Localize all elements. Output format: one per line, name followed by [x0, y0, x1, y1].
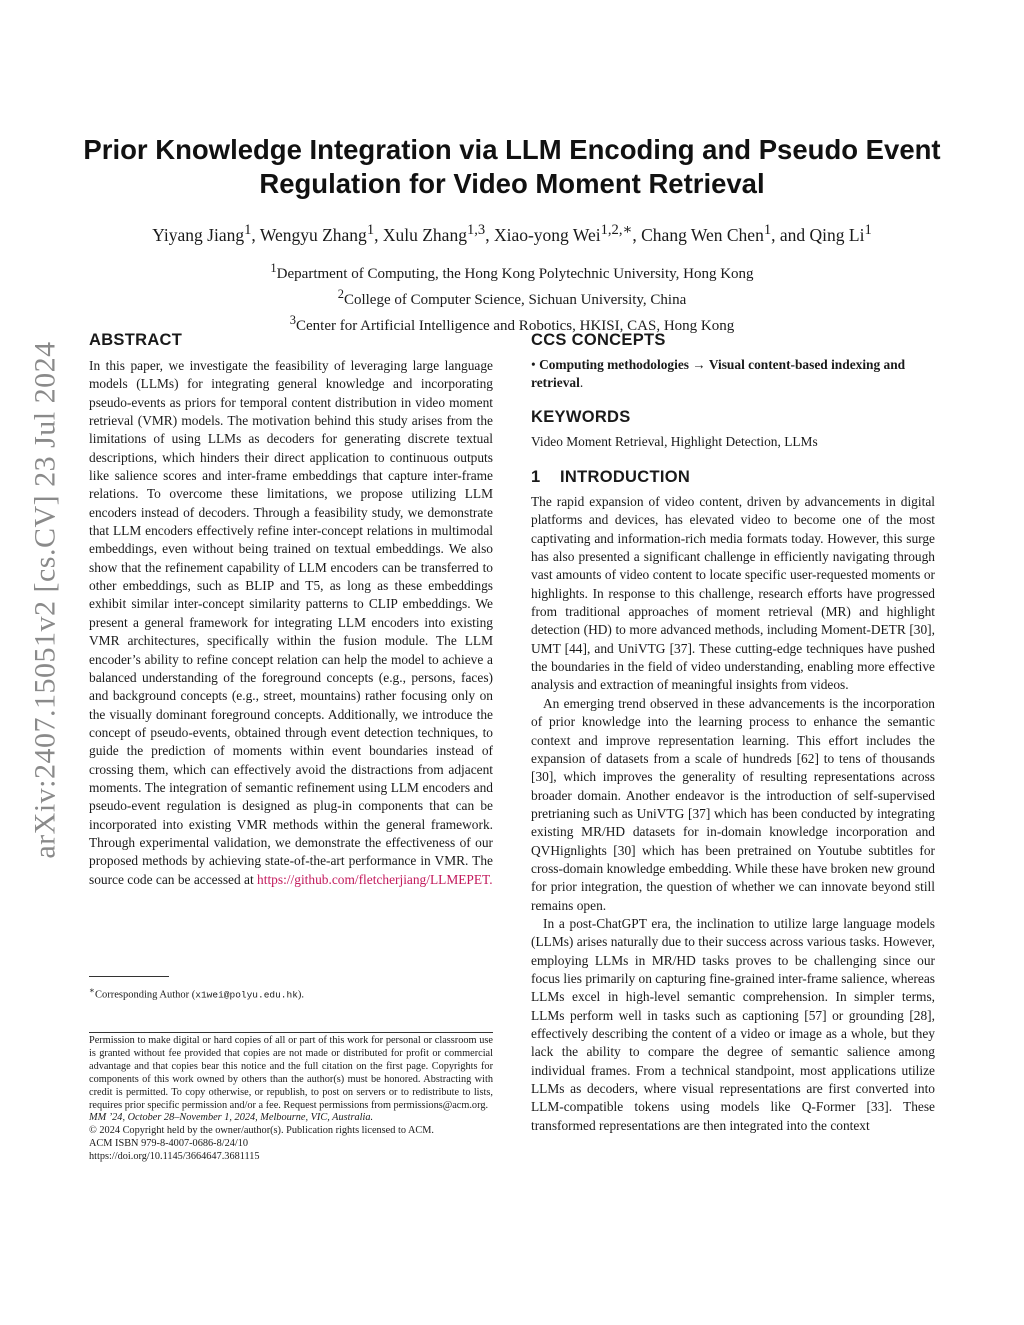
arxiv-identifier	[22, 250, 70, 950]
footnote-divider	[89, 976, 169, 977]
copyright-line: © 2024 Copyright held by the owner/author(s). Publication rights licensed to ACM.	[89, 1125, 435, 1137]
arxiv-identifier-text: arXiv:2407.15051v2 [cs.CV] 23 Jul 2024	[29, 341, 63, 859]
abstract-heading: ABSTRACT	[89, 331, 183, 349]
author: Xiao-yong Wei$^{1,2,∗}$	[493, 222, 633, 245]
permission-divider	[89, 1032, 493, 1033]
intro-paragraph: The rapid expansion of video content, driven by advancements in digital platforms and devices, has elevated video to become one of the most captivating and information-rich media formats today. However, this surge has also presented a significant challenge in efficiently navigating through vast amounts of video content to locate specific user-requested moments or highlights. In response to this challenge, research efforts have progressed from traditional approaches of moment retrieval (MR) and highlight detection (HD) to more advanced methods, including Moment-DETR [30], UMT [44], and UniVTG [37]. These cutting-edge techniques have pushed the boundaries in the field of video understanding, enabling more effective analysis and extraction of meaningful insights from videos.	[531, 494, 935, 693]
affiliation: $^3$Center for Artificial Intelligence and Robotics, HKISI, CAS, Hong Kong	[289, 313, 735, 334]
author: Qing Li$^1$	[809, 222, 872, 245]
corresponding-email[interactable]: x1wei@polyu.edu.hk	[195, 989, 298, 1001]
ccs-concepts: • Computing methodologies → Visual content-based indexing and retrieval.	[531, 357, 906, 391]
conference-info: MM ’24, October 28–November 1, 2024, Melbourne, VIC, Australia.	[89, 1112, 374, 1124]
permission-text: Permission to make digital or hard copies of all or part of this work for personal or classroom use is granted without fee provided that copies are not made or distributed for profit or commercial advantage and that copies bear this notice and the full citation on the first page. Copyrights for components of this work owned by others than the author(s) must be honored. Abstracting with credit is permitted. To copy otherwise, or republish, to post on servers or to redistribute to lists, requires prior specific permission and/or a fee. Request permissions from permissions@acm.org.	[89, 1035, 493, 1111]
doi-link[interactable]: https://doi.org/10.1145/3664647.3681115	[89, 1151, 260, 1163]
author: Chang Wen Chen$^1$	[641, 222, 772, 245]
ccs-heading: CCS CONCEPTS	[531, 331, 666, 349]
keywords-heading: KEYWORDS	[531, 407, 631, 426]
abstract-text: In this paper, we investigate the feasibility of leveraging large language models (LLMs) for integrating general knowledge and incorporating pseudo-events as priors for temporal content distribution in video moment retrieval (VMR) models. The motivation behind this study arises from the limitations of using LLMs as decoders for generating discrete textual descriptions, which hinders their direct application to continuous outputs like salience scores and inter-frame embeddings that capture inter-frame relations. To overcome these limitations, we propose utilizing LLM encoders instead of decoders. Through a feasibility study, we demonstrate that LLM encoders effectively refine inter-concept relations in multimodal embeddings, even without being trained on textual embeddings. We also show that the refinement capability of LLM encoders can be transferred to other embeddings, such as BLIP and T5, as long as these embeddings exhibit similar inter-concept similarity patterns to CLIP embeddings. We present a general framework for integrating LLM encoders into existing VMR architectures, specifically within the fusion module. The LLM encoder’s ability to refine concept relation can help the model to achieve a balanced understanding of the foreground concepts (e.g., persons, faces) and background concepts (e.g., street, mountains) rather focusing only on the visually dominant foreground concepts. Additionally, we introduce the concept of pseudo-events, obtained through event detection techniques, to guide the prediction of moments within event boundaries instead of crossing them, which can effectively avoid the distractions from adjacent moments. The integration of semantic refinement using LLM encoders and pseudo-event regulation is designed as plug-in components that can be incorporated into existing VMR methods within the general framework. Through experimental validation, we demonstrate the effectiveness of our proposed methods by achieving state-of-the-art performance in VMR. The source code can be accessed at https://github.com/fletcherjiang/LLMEPET.	[89, 358, 493, 887]
corresponding-author-footnote: ∗Corresponding Author (x1wei@polyu.edu.hk).	[89, 985, 305, 1001]
ccs-concept: Computing methodologies → Visual content-based indexing and retrieval	[531, 357, 906, 391]
right-column	[531, 330, 935, 1135]
source-code-link[interactable]: https://github.com/fletcherjiang/LLMEPET.	[257, 871, 493, 887]
author: Xulu Zhang$^{1,3}$	[382, 222, 486, 245]
intro-paragraph: An emerging trend observed in these advancements is the incorporation of prior knowledge into the learning process to enhance the semantic context and improve representation learning. This effort includes the expansion of datasets from a scale of hundreds [62] to tens of thousands [30], which improves the generality of resulting representations across broader domain. Another endeavor is the introduction of self-supervised pretrianing such as UniVTG [37] which has been conducted by integrating existing MR/HD datasets for in-domain knowledge incorporation and QVHignlights [30] which has been pretrained on Youtube subtitles for cross-domain knowledge embedding. While these have broken new ground for prior integration, the question of whether we can innovate beyond still remains open.	[531, 695, 935, 913]
left-column	[89, 330, 493, 889]
author: Wengyu Zhang$^1$	[259, 222, 375, 245]
paper-title: Prior Knowledge Integration via LLM Encoding and Pseudo Event Regulation for Video Moment Retrieval	[83, 134, 941, 199]
intro-paragraph: In a post-ChatGPT era, the inclination to utilize large language models (LLMs) arises naturally due to their success across various tasks. However, employing LLMs in MR/HD tasks proves to be challenging since our focus lies primarily on capturing fine-grained inter-frame salience, whereas LLMs excel in high-level semantic comprehension. In simpler terms, LLMs perform well in tasks such as captioning [57] or grounding [28], effectively describing the content of a video or image as a whole, but they lack the ability to compare the degree of semantic salience among individual frames. From a technical standpoint, most applications utilize LLMs as decoders, where visual representations are first converted into LLM-compatible tokens using models like Q-Former [33]. These transformed representations are then integrated into the context	[531, 915, 935, 1133]
isbn-line: ACM ISBN 979-8-4007-0686-8/24/10	[89, 1138, 249, 1150]
author-list: Yiyang Jiang$^1$, Wengyu Zhang$^1$, Xulu Zhang$^{1,3}$, Xiao-yong Wei$^{1,2,∗}$, Chang Wen Chen$^1$, and Qing Li$^1$	[152, 222, 872, 245]
affiliation: $^2$College of Computer Science, Sichuan University, China	[337, 287, 687, 308]
affiliation-list	[80, 258, 944, 336]
author-conjunction: and	[779, 224, 806, 245]
keywords-text: Video Moment Retrieval, Highlight Detection, LLMs	[531, 433, 818, 449]
permission-block	[89, 1035, 493, 1164]
author: Yiyang Jiang$^1$	[152, 222, 252, 245]
introduction-heading: 1 INTRODUCTION	[531, 468, 691, 487]
affiliation: $^1$Department of Computing, the Hong Kong Polytechnic University, Hong Kong	[270, 261, 754, 282]
